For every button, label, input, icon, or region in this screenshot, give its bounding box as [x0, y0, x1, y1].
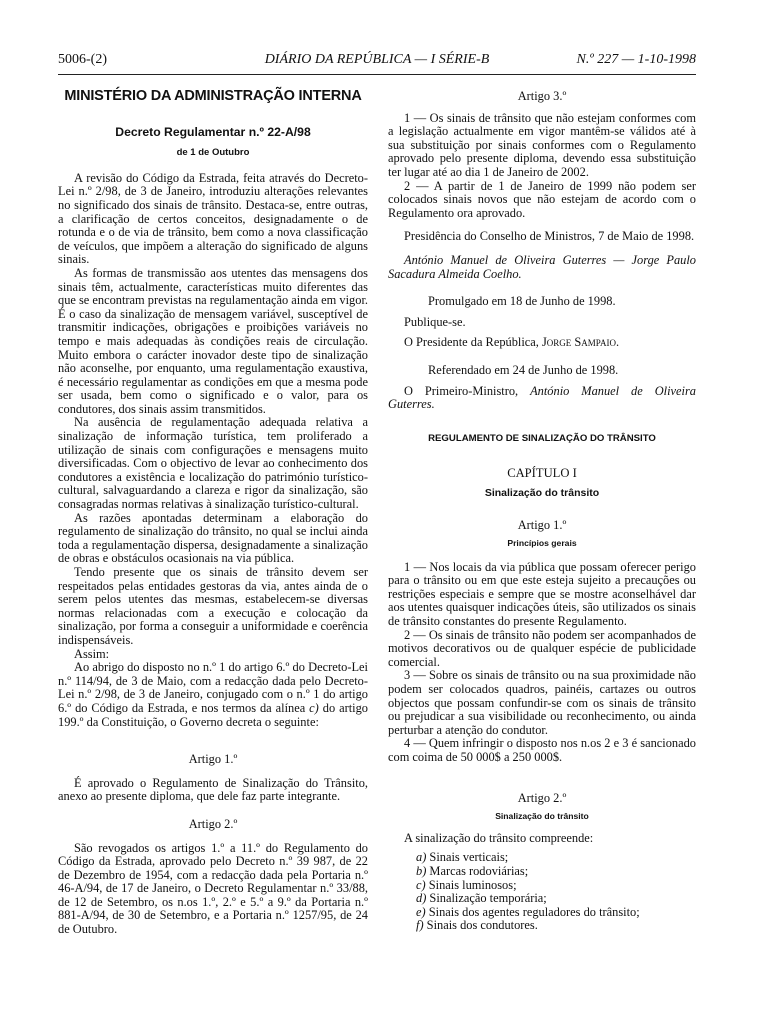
signatures: António Manuel de Oliveira Guterres — Jorge Paulo Sacadura Almeida Coelho.: [388, 252, 696, 281]
paragraph: Referendado em 24 de Junho de 1998.: [428, 362, 619, 377]
issue-number: N.º 227 — 1-10-1998: [576, 52, 696, 67]
list-item: [416, 851, 696, 865]
page-number: 5006-(2): [58, 52, 107, 67]
paragraph: As razões apontadas determinam a elaboração do regulamento de sinalização do trânsito, no qual se inclui ainda toda a regulamentação dispersa, designadamente a sinalização de obras e obstáculos ocasionais na via pública.: [58, 510, 368, 566]
paragraph: [388, 336, 696, 350]
paragraph: Promulgado em 18 de Junho de 1998.: [428, 294, 616, 309]
paragraph-text: O Primeiro-Ministro,: [404, 383, 531, 398]
list-letter: a): [416, 850, 427, 865]
prime-minister-name: António Manuel de Oliveira Guterres.: [388, 383, 696, 412]
article-heading: Artigo 1.º: [188, 752, 238, 767]
list-text: Sinais dos condutores.: [423, 918, 538, 933]
list-item: [416, 865, 696, 879]
list-letter: d): [416, 891, 427, 906]
article-heading: Artigo 3.º: [517, 89, 567, 103]
paragraph: 4 — Quem infringir o disposto nos n.os 2 e 3 é sancionado com coima de 50 000$ a 250 000$.: [388, 736, 696, 764]
list-item: [416, 906, 696, 920]
article-subheading: Princípios gerais: [507, 538, 577, 549]
paragraph: É aprovado o Regulamento de Sinalização do Trânsito, anexo ao presente diploma, que dele faz parte integrante.: [58, 775, 368, 804]
article-subheading: Sinalização do trânsito: [495, 811, 589, 822]
paragraph: 2 — A partir de 1 de Janeiro de 1999 não podem ser colocados sinais novos que não estejam de acordo com o Regulamento ora aprovado.: [388, 178, 696, 220]
paragraph-text: do artigo 199.º da Constituição, o Governo decreta o seguinte:: [58, 700, 368, 729]
publication-title: DIÁRIO DA REPÚBLICA — I SÉRIE-B: [264, 52, 490, 67]
list-letter: b): [416, 863, 427, 878]
paragraph: Publique-se.: [404, 314, 466, 329]
item-list: [388, 851, 696, 933]
paragraph: 3 — Sobre os sinais de trânsito ou na sua proximidade não podem ser colocados quadros, painéis, cartazes ou outros objectos que possam confundir-se com os sinais de trânsito ou prejudicar a sua visibilidade ou reconhecimento, ou ainda perturbar a atenção do condutor.: [388, 668, 696, 737]
paragraph-text: .: [615, 335, 620, 350]
decree-date: de 1 de Outubro: [176, 147, 250, 159]
paragraph: Assim:: [74, 646, 110, 661]
chapter-title: Sinalização do trânsito: [484, 486, 600, 499]
list-text: Sinais luminosos;: [425, 877, 517, 892]
paragraph: A revisão do Código da Estrada, feita através do Decreto-Lei n.º 2/98, de 3 de Janeiro, introduziu alterações relevantes no significado dos sinais de trânsito. Destaca-se, entre outras, a clarificação de certos conceitos, designadamente o de rotunda e o de via de trânsito, bem como a nova classificação de veículos, que impõem a alteração do significado de alguns sinais.: [58, 170, 368, 267]
ministry-heading: MINISTÉRIO DA ADMINISTRAÇÃO INTERNA: [64, 88, 362, 104]
paragraph: 2 — Os sinais de trânsito não podem ser acompanhados de motivos decorativos ou de qualquer espécie de publicidade comercial.: [388, 627, 696, 669]
article-heading: Artigo 2.º: [188, 816, 238, 831]
paragraph: Tendo presente que os sinais de trânsito devem ser respeitados pelas entidades gestoras da via, antes ainda de o serem pelos utentes das mesmas, estabelecem-se diversas normas relacionadas com a execução e colocação da sinalização, por forma a conseguir a uniformidade e coerência indispensáveis.: [58, 565, 368, 647]
chapter-heading: CAPÍTULO I: [507, 466, 577, 481]
paragraph-text: O Presidente da República,: [404, 335, 542, 350]
list-item: [416, 879, 696, 893]
article-heading: Artigo 1.º: [517, 518, 567, 533]
paragraph: Na ausência de regulamentação adequada relativa a sinalização de informação turística, tem proliferado a utilização de sinais com configurações e mensagens muito diversificadas. Com o objectivo de levar ao conhecimento dos condutores a existência e localização do património turístico-cultural, salvaguardando a clareza e rigor da sinalização, são consagradas normas relativas à sinalização turístico-cultural.: [58, 415, 368, 512]
paragraph: [58, 661, 368, 729]
list-item: [416, 919, 696, 933]
list-letter: f): [416, 918, 424, 933]
page-header: [58, 52, 696, 74]
list-text: Marcas rodoviárias;: [426, 863, 529, 878]
left-column: [58, 84, 368, 937]
list-text: Sinais verticais;: [426, 850, 509, 865]
decree-title: Decreto Regulamentar n.º 22-A/98: [115, 124, 311, 139]
list-item: [416, 892, 696, 906]
right-column: [388, 84, 696, 933]
paragraph: A sinalização do trânsito compreende:: [404, 830, 594, 845]
paragraph: As formas de transmissão aos utentes das mensagens dos sinais têm, actualmente, características muito diferentes das que se encontram previstas na regulamentação ainda em vigor. É o caso da sinalização de mensagem variável, susceptível de transmitir indicações, obrigações e proibições variáveis no tempo e mais adequadas às condições reais de circulação. Muito embora o carácter inovador deste tipo de sinalização não aconselhe, por enquanto, uma regulamentação exaustiva, é necessário regulamentar as condições em que a mesma pode ser usada, bem como o significado e o valor, para os condutores, dos sinais assim transmitidos.: [58, 265, 368, 416]
list-letter: c): [416, 877, 426, 892]
list-letter: e): [416, 904, 426, 919]
paragraph: São revogados os artigos 1.º a 11.º do Regulamento do Código da Estrada, aprovado pelo Decreto n.º 39 987, de 22 de Dezembro de 1954, com a redacção dada pela Portaria n.º 46-A/94, de 17 de Janeiro, o Decreto Regulamentar n.º 33/88, de 12 de Setembro, os n.os 1.º, 2.º e 5.º a 9.º da Portaria n.º 881-A/94, de 30 de Setembro, e a Portaria n.º 1257/95, de 24 de Outubro.: [58, 840, 368, 937]
president-name: Jorge Sampaio: [541, 335, 616, 350]
paragraph: Presidência do Conselho de Ministros, 7 de Maio de 1998.: [404, 229, 695, 244]
regulation-title: REGULAMENTO DE SINALIZAÇÃO DO TRÂNSITO: [428, 432, 656, 444]
paragraph-text: Ao abrigo do disposto no n.º 1 do artigo 6.º do Decreto-Lei n.º 114/94, de 3 de Maio, com a redacção dada pelo Decreto-Lei n.º 2/98, de 3 de Janeiro, conjugado com o n.º 1 do artigo 6.º do Código da Estrada, e nos termos da alínea: [58, 660, 368, 715]
list-text: Sinalização temporária;: [426, 891, 547, 906]
header-rule: [58, 74, 696, 75]
paragraph-italic: c): [309, 700, 319, 715]
paragraph: [388, 385, 696, 412]
list-text: Sinais dos agentes reguladores do trânsito;: [425, 904, 640, 919]
article-heading: Artigo 2.º: [517, 790, 567, 805]
paragraph: 1 — Nos locais da via pública que possam oferecer perigo para o trânsito ou em que este esteja sujeito a precauções ou restrições especiais e sempre que se mostre aconselhável dar aos utentes quaisquer indicações úteis, são utilizados os sinais de trânsito constantes do presente Regulamento.: [388, 559, 696, 629]
paragraph: 1 — Os sinais de trânsito que não estejam conformes com a legislação actualmente em vigor mantêm-se válidos até à sua substituição por sinais conformes com o Regulamento aprovado pelo presente diploma, devendo essa substituição ter lugar até ao dia 1 de Janeiro de 2002.: [388, 110, 696, 179]
